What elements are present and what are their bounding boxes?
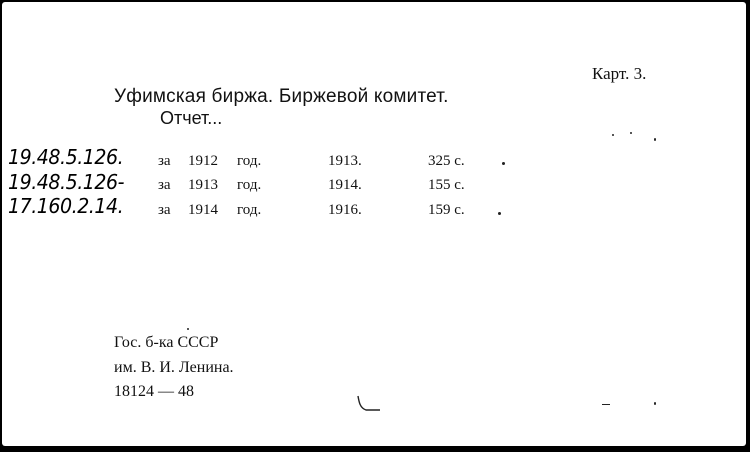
entry-unit: год. [237,202,262,218]
entry-prefix: за [158,177,171,193]
scan-speck [654,138,656,141]
entry-prefix: за [158,153,171,169]
handwritten-shelfmark: 17.160.2.14. [8,194,124,218]
entry-row [2,145,746,169]
scan-speck [602,404,610,405]
entry-year: 1914 [188,202,218,218]
handwritten-shelfmark: 19.48.5.126- [8,170,124,194]
scan-speck [502,162,505,165]
entry-published: 1913. [328,153,362,169]
entry-row [2,170,746,194]
scan-speck [612,134,614,136]
card-subtitle: Отчет... [160,108,223,128]
library-card-code: 18124 — 48 [114,383,194,400]
handwritten-shelfmark: 19.48.5.126. [8,145,124,169]
entry-row [2,194,746,218]
scan-speck [187,328,189,330]
scan-speck [654,402,656,405]
entry-year: 1913 [188,177,218,193]
entry-published: 1916. [328,202,362,218]
entry-unit: год. [237,153,262,169]
card-number: Карт. 3. [592,64,647,83]
entry-year: 1912 [188,153,218,169]
entry-pages: 155 с. [428,177,465,193]
entry-prefix: за [158,202,171,218]
entry-unit: год. [237,177,262,193]
entry-pages: 325 с. [428,153,465,169]
card-title: Уфимская биржа. Биржевой комитет. [114,86,449,107]
library-name: Гос. б-ка СССР [114,334,219,351]
entry-pages: 159 с. [428,202,465,218]
pencil-mark [354,394,384,414]
library-dedication: им. В. И. Ленина. [114,359,234,376]
catalog-card [2,2,746,446]
scan-speck [630,132,632,134]
scan-speck [498,212,501,215]
entry-published: 1914. [328,177,362,193]
